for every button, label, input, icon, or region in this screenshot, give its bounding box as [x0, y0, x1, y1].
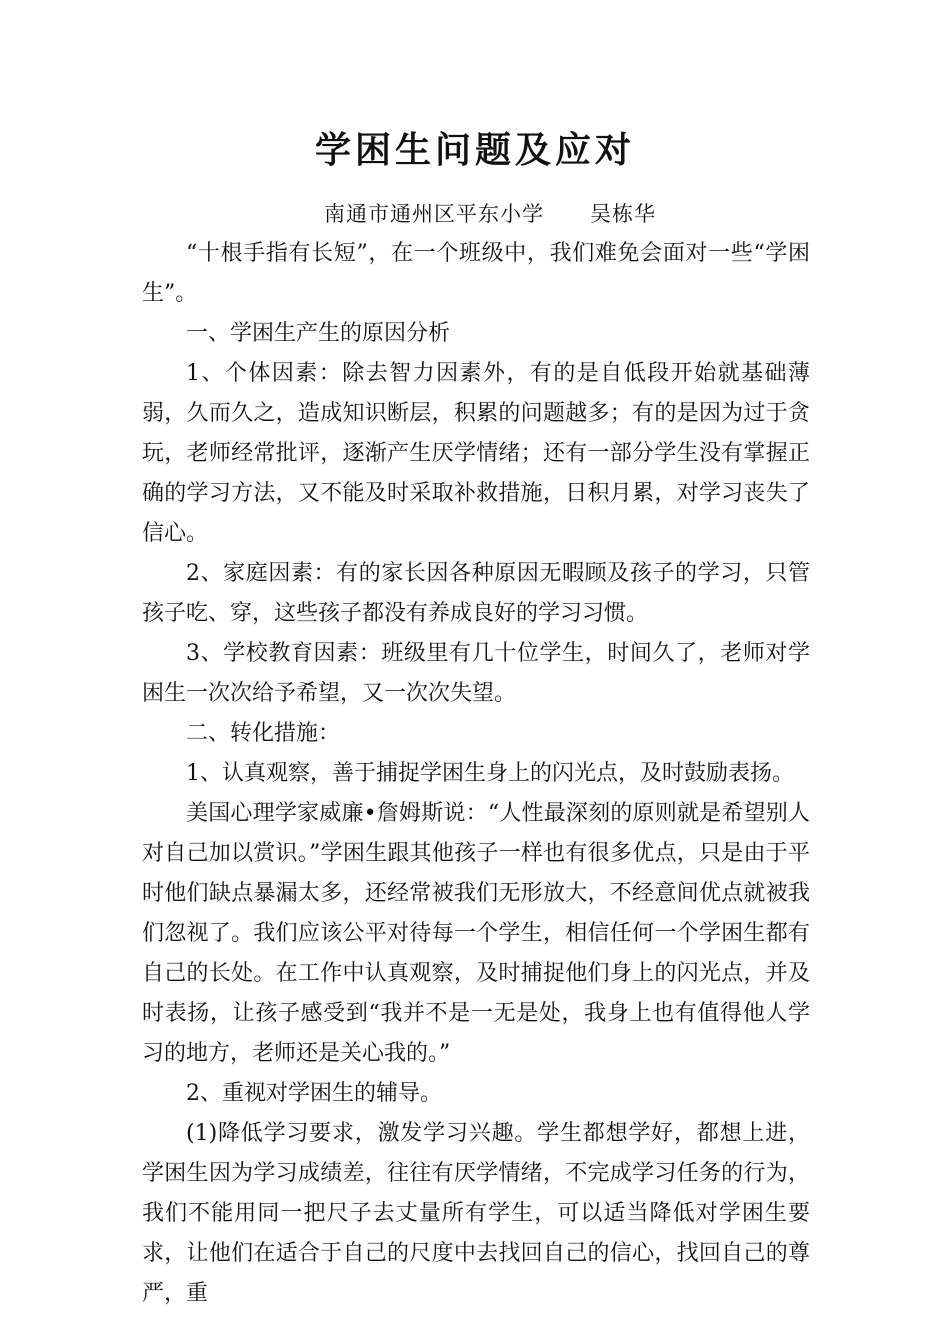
paragraph-individual-factors: 1、个体因素：除去智力因素外，有的是自低段开始就基础薄弱，久而久之，造成知识断层，积累的问题越多；有的是因为过于贪玩，老师经常批评，逐渐产生厌学情绪；还有一部分学生没有掌握正确的学习方法，又不能及时采取补救措施，日积月累，对学习丧失了信心。 [142, 361, 810, 546]
subheading-tutoring: 2、重视对学困生的辅导。 [186, 1081, 442, 1106]
intro-paragraph: “十根手指有长短”，在一个班级中，我们难免会面对一些“学困生”。 [142, 241, 810, 306]
paragraph-lower-requirements: (1)降低学习要求，激发学习兴趣。学生都想学好，都想上进，学困生因为学习成绩差，往往有厌学情绪，不完成学习任务的行为，我们不能用同一把尺子去丈量所有学生，可以适当降低对学困生要求，让他们在适合于自己的尺度中去找回自己的信心，找回自己的尊严，重 [142, 1121, 810, 1306]
paragraph-family-factors: 2、家庭因素：有的家长因各种原因无暇顾及孩子的学习，只管孩子吃、穿，这些孩子都没有养成良好的学习习惯。 [142, 561, 810, 626]
subheading-observe: 1、认真观察，善于捕捉学困生身上的闪光点，及时鼓励表扬。 [186, 761, 794, 786]
section-heading-measures: 二、转化措施： [186, 721, 341, 746]
document-title: 学困生问题及应对 [314, 129, 635, 171]
document-body [142, 234, 810, 1314]
section-heading-causes: 一、学困生产生的原因分析 [186, 321, 451, 346]
paragraph-school-factors: 3、学校教育因素：班级里有几十位学生，时间久了，老师对学困生一次次给予希望，又一次次失望。 [142, 641, 810, 706]
author-byline: 南通市通州区平东小学 吴栋华 [323, 202, 657, 226]
paragraph-james-quote: 美国心理学家威廉•詹姆斯说：“人性最深刻的原则就是希望别人对自己加以赏识。”学困生跟其他孩子一样也有很多优点，只是由于平时他们缺点暴漏太多，还经常被我们无形放大，不经意间优点就被我们忽视了。我们应该公平对待每一个学生，相信任何一个学困生都有自己的长处。在工作中认真观察，及时捕捉他们身上的闪光点，并及时表扬，让孩子感受到“我并不是一无是处，我身上也有值得他人学习的地方，老师还是关心我的。” [142, 801, 810, 1066]
